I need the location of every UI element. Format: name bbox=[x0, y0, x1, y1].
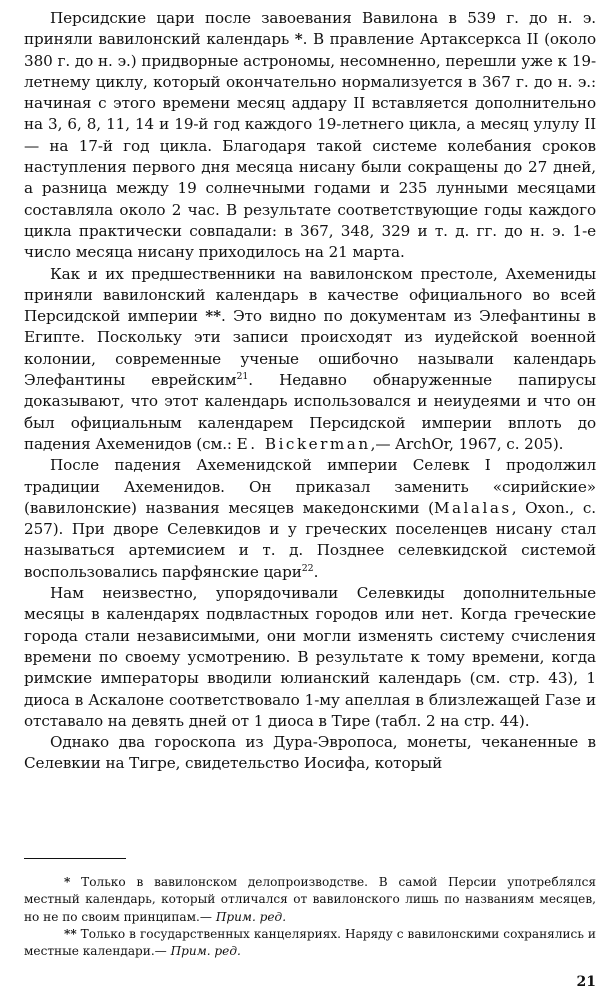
footnotes bbox=[24, 874, 596, 960]
note-reference: 22 bbox=[301, 562, 314, 574]
note-reference: 21 bbox=[236, 370, 249, 382]
main-text bbox=[24, 8, 596, 775]
paragraph bbox=[24, 8, 596, 264]
editor-note: Прим. ред. bbox=[215, 909, 287, 924]
author-name: E. Bickerman bbox=[236, 434, 371, 453]
paragraph-text: . bbox=[313, 562, 319, 581]
paragraph-text: Как и их предшественники на вавилонском престоле, Ахемениды приняли вавилонский календарь в качестве официального во всей Персидской империи bbox=[24, 264, 596, 326]
paragraph-text: . В правление Артаксеркса II (около 380 г. до н. э.) придворные астрономы, несомненно, перешли уже к 19-летнему циклу, который окончательно нормализуется в 367 г. до н. э.: начиная с этого времени месяц аддару II вставляется дополнительно на 3, 6, 8, 11, 14 и 19-й год каждого 19-летнего цикла, а месяц улулу II — на 17-й год цикла. Благодаря такой системе колебания сроков наступления первого дня месяца нисану были сокращены до 27 дней, а разница между 19 солнечными годами и 235 лунными месяцами составляла около 2 час. В результате соответствующие годы каждого цикла практически совпадали: в 367, 348, 329 и т. д. гг. до н. э. 1-е число месяца нисану приходилось на 21 марта. bbox=[24, 30, 596, 262]
paragraph bbox=[24, 264, 596, 456]
footnote-text: Только в вавилонском делопроизводстве. В самой Персии употреблялся местный календарь, который отличался от вавилонского лишь по названиям месяцев, но не по своим принципам.— bbox=[24, 875, 596, 924]
footnote-marker: * bbox=[294, 30, 303, 49]
paragraph-text: После падения Ахеменидской империи Селевк I продолжил традиции Ахеменидов. Он приказал заменить «сирийские» (вавилонские) названия месяцев македонскими ( bbox=[24, 456, 596, 517]
paragraph bbox=[24, 455, 596, 583]
paragraph-text: . Это видно по документам из Элефантины в Египте. Поскольку эти записи происходят из иудейской военной колонии, современные ученые ошибочно называли календарь Элефантины еврейским bbox=[24, 307, 597, 390]
footnote-marker: ** bbox=[205, 307, 221, 326]
footnote-divider bbox=[24, 858, 126, 859]
author-name: Malalas bbox=[433, 498, 512, 517]
paragraph-text: ,— ArchOr, 1967, c. 205). bbox=[370, 434, 564, 453]
page-number: 21 bbox=[576, 974, 596, 990]
footnote-marker: * bbox=[64, 875, 71, 889]
paragraph-text: . Недавно обнаруженные папирусы доказывают, что этот календарь использовался и неиудеями и что он был официальным календарем Персидской империи вплоть до падения Ахеменидов (см.: bbox=[24, 371, 596, 453]
footnote bbox=[24, 874, 596, 926]
footnote-text: Только в государственных канцеляриях. Наряду с вавилонскими сохранялись и местные календари.— bbox=[24, 926, 596, 959]
paragraph: Однако два гороскопа из Дура-Эвропоса, монеты, чеканенные в Селевкии на Тигре, свидетельство Иосифа, который bbox=[24, 733, 596, 773]
paragraph-text: Персидские цари после завоевания Вавилона в 539 г. до н. э. приняли вавилонский календарь bbox=[24, 9, 596, 49]
footnote-marker: ** bbox=[64, 926, 77, 941]
paragraph: Нам неизвестно, упорядочивали Селевкиды дополнительные месяцы в календарях подвластных городов или нет. Когда греческие города стали независимыми, они могли изменять систему счисления времени по своему усмотрению. В результате к тому времени, когда римские императоры вводили юлианский календарь (см. стр. 43), 1 диоса в Аскалоне соответствовало 1-му апеллая в близлежащей Газе и отставало на девять дней от 1 диоса в Тире (табл. 2 на стр. 44). bbox=[24, 584, 596, 730]
footnote bbox=[24, 926, 596, 961]
editor-note: Прим. ред. bbox=[170, 944, 241, 959]
paragraph-text: , Oxon., c. 257). При дворе Селевкидов и у греческих поселенцев нисану стал называться артемисием и т. д. Позднее селевкидской системой воспользовались парфянские цари bbox=[24, 498, 596, 581]
